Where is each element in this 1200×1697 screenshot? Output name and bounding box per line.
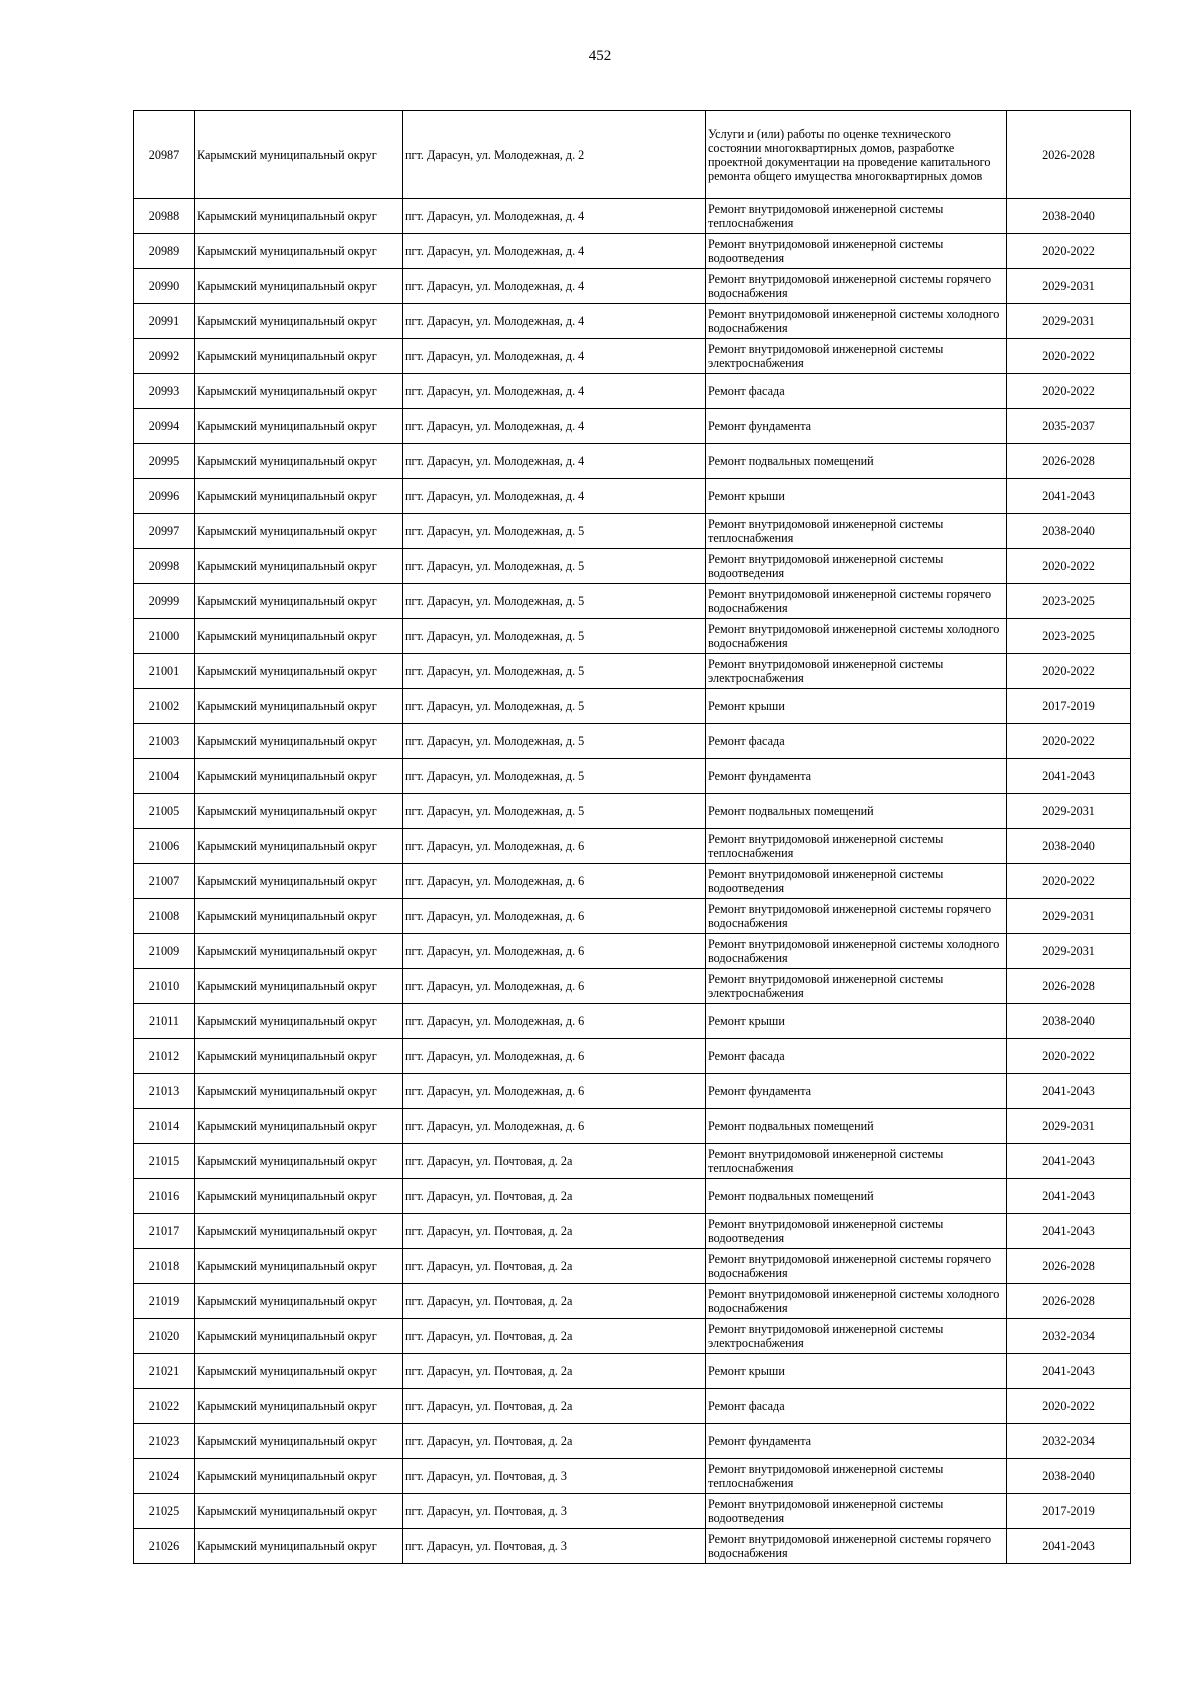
- address-cell: пгт. Дарасун, ул. Молодежная, д. 5: [403, 584, 706, 619]
- municipality-cell: Карымский муниципальный округ: [195, 1039, 403, 1074]
- period-cell: 2020-2022: [1007, 339, 1131, 374]
- address-cell: пгт. Дарасун, ул. Молодежная, д. 5: [403, 689, 706, 724]
- row-number-cell: 20998: [134, 549, 195, 584]
- municipality-cell: Карымский муниципальный округ: [195, 514, 403, 549]
- work-type-cell: Ремонт внутридомовой инженерной системы теплоснабжения: [706, 514, 1007, 549]
- table-row: [134, 409, 1131, 444]
- address-cell: пгт. Дарасун, ул. Молодежная, д. 5: [403, 654, 706, 689]
- period-cell: 2041-2043: [1007, 1354, 1131, 1389]
- address-cell: пгт. Дарасун, ул. Молодежная, д. 5: [403, 549, 706, 584]
- table-row: [134, 899, 1131, 934]
- table-row: [134, 689, 1131, 724]
- row-number-cell: 21011: [134, 1004, 195, 1039]
- table-row: [134, 934, 1131, 969]
- period-cell: 2020-2022: [1007, 1389, 1131, 1424]
- row-number-cell: 21024: [134, 1459, 195, 1494]
- period-cell: 2029-2031: [1007, 794, 1131, 829]
- municipality-cell: Карымский муниципальный округ: [195, 1214, 403, 1249]
- table-body: [134, 111, 1131, 1564]
- row-number-cell: 20988: [134, 199, 195, 234]
- address-cell: пгт. Дарасун, ул. Почтовая, д. 2а: [403, 1249, 706, 1284]
- table-row: [134, 549, 1131, 584]
- municipality-cell: Карымский муниципальный округ: [195, 584, 403, 619]
- row-number-cell: 21026: [134, 1529, 195, 1564]
- row-number-cell: 21021: [134, 1354, 195, 1389]
- period-cell: 2023-2025: [1007, 584, 1131, 619]
- table-row: [134, 794, 1131, 829]
- table-row: [134, 969, 1131, 1004]
- address-cell: пгт. Дарасун, ул. Почтовая, д. 3: [403, 1529, 706, 1564]
- row-number-cell: 20994: [134, 409, 195, 444]
- address-cell: пгт. Дарасун, ул. Почтовая, д. 2а: [403, 1389, 706, 1424]
- work-type-cell: Ремонт внутридомовой инженерной системы горячего водоснабжения: [706, 1249, 1007, 1284]
- row-number-cell: 21010: [134, 969, 195, 1004]
- municipality-cell: Карымский муниципальный округ: [195, 1319, 403, 1354]
- period-cell: 2026-2028: [1007, 1284, 1131, 1319]
- row-number-cell: 21023: [134, 1424, 195, 1459]
- period-cell: 2041-2043: [1007, 1074, 1131, 1109]
- work-type-cell: Ремонт подвальных помещений: [706, 794, 1007, 829]
- period-cell: 2029-2031: [1007, 899, 1131, 934]
- period-cell: 2017-2019: [1007, 1494, 1131, 1529]
- period-cell: 2041-2043: [1007, 479, 1131, 514]
- work-type-cell: Ремонт внутридомовой инженерной системы водоотведения: [706, 1214, 1007, 1249]
- municipality-cell: Карымский муниципальный округ: [195, 304, 403, 339]
- address-cell: пгт. Дарасун, ул. Молодежная, д. 4: [403, 374, 706, 409]
- municipality-cell: Карымский муниципальный округ: [195, 794, 403, 829]
- address-cell: пгт. Дарасун, ул. Почтовая, д. 3: [403, 1459, 706, 1494]
- work-type-cell: Ремонт внутридомовой инженерной системы водоотведения: [706, 864, 1007, 899]
- municipality-cell: Карымский муниципальный округ: [195, 1144, 403, 1179]
- address-cell: пгт. Дарасун, ул. Молодежная, д. 6: [403, 1039, 706, 1074]
- capital-repair-table: [133, 110, 1131, 1564]
- work-type-cell: Ремонт фундамента: [706, 759, 1007, 794]
- table-row: [134, 1284, 1131, 1319]
- period-cell: 2017-2019: [1007, 689, 1131, 724]
- address-cell: пгт. Дарасун, ул. Почтовая, д. 2а: [403, 1424, 706, 1459]
- period-cell: 2026-2028: [1007, 969, 1131, 1004]
- table-row: [134, 304, 1131, 339]
- municipality-cell: Карымский муниципальный округ: [195, 409, 403, 444]
- municipality-cell: Карымский муниципальный округ: [195, 199, 403, 234]
- municipality-cell: Карымский муниципальный округ: [195, 1494, 403, 1529]
- municipality-cell: Карымский муниципальный округ: [195, 1424, 403, 1459]
- period-cell: 2029-2031: [1007, 934, 1131, 969]
- address-cell: пгт. Дарасун, ул. Молодежная, д. 6: [403, 1109, 706, 1144]
- municipality-cell: Карымский муниципальный округ: [195, 1284, 403, 1319]
- period-cell: 2035-2037: [1007, 409, 1131, 444]
- municipality-cell: Карымский муниципальный округ: [195, 829, 403, 864]
- period-cell: 2038-2040: [1007, 829, 1131, 864]
- period-cell: 2026-2028: [1007, 111, 1131, 199]
- table-row: [134, 654, 1131, 689]
- work-type-cell: Ремонт подвальных помещений: [706, 444, 1007, 479]
- row-number-cell: 21020: [134, 1319, 195, 1354]
- row-number-cell: 21008: [134, 899, 195, 934]
- row-number-cell: 20989: [134, 234, 195, 269]
- work-type-cell: Ремонт крыши: [706, 1004, 1007, 1039]
- row-number-cell: 21019: [134, 1284, 195, 1319]
- table-row: [134, 1039, 1131, 1074]
- period-cell: 2032-2034: [1007, 1319, 1131, 1354]
- work-type-cell: Ремонт внутридомовой инженерной системы горячего водоснабжения: [706, 899, 1007, 934]
- work-type-cell: Ремонт фундамента: [706, 409, 1007, 444]
- work-type-cell: Ремонт внутридомовой инженерной системы холодного водоснабжения: [706, 619, 1007, 654]
- work-type-cell: Ремонт внутридомовой инженерной системы холодного водоснабжения: [706, 304, 1007, 339]
- work-type-cell: Ремонт внутридомовой инженерной системы электроснабжения: [706, 1319, 1007, 1354]
- period-cell: 2029-2031: [1007, 1109, 1131, 1144]
- table-row: [134, 1319, 1131, 1354]
- work-type-cell: Ремонт внутридомовой инженерной системы электроснабжения: [706, 339, 1007, 374]
- address-cell: пгт. Дарасун, ул. Молодежная, д. 2: [403, 111, 706, 199]
- address-cell: пгт. Дарасун, ул. Молодежная, д. 4: [403, 339, 706, 374]
- table-row: [134, 444, 1131, 479]
- work-type-cell: Ремонт подвальных помещений: [706, 1109, 1007, 1144]
- municipality-cell: Карымский муниципальный округ: [195, 1004, 403, 1039]
- period-cell: 2029-2031: [1007, 304, 1131, 339]
- row-number-cell: 21014: [134, 1109, 195, 1144]
- table-row: [134, 514, 1131, 549]
- row-number-cell: 21025: [134, 1494, 195, 1529]
- table-row: [134, 111, 1131, 199]
- period-cell: 2041-2043: [1007, 1179, 1131, 1214]
- work-type-cell: Ремонт фасада: [706, 1389, 1007, 1424]
- municipality-cell: Карымский муниципальный округ: [195, 654, 403, 689]
- table-row: [134, 1249, 1131, 1284]
- row-number-cell: 20990: [134, 269, 195, 304]
- address-cell: пгт. Дарасун, ул. Молодежная, д. 4: [403, 409, 706, 444]
- work-type-cell: Ремонт внутридомовой инженерной системы горячего водоснабжения: [706, 1529, 1007, 1564]
- table-row: [134, 619, 1131, 654]
- row-number-cell: 21015: [134, 1144, 195, 1179]
- table-row: [134, 1074, 1131, 1109]
- municipality-cell: Карымский муниципальный округ: [195, 619, 403, 654]
- address-cell: пгт. Дарасун, ул. Молодежная, д. 6: [403, 899, 706, 934]
- table-row: [134, 234, 1131, 269]
- address-cell: пгт. Дарасун, ул. Молодежная, д. 4: [403, 304, 706, 339]
- row-number-cell: 20993: [134, 374, 195, 409]
- period-cell: 2020-2022: [1007, 1039, 1131, 1074]
- table-row: [134, 1424, 1131, 1459]
- table-row: [134, 1004, 1131, 1039]
- row-number-cell: 20992: [134, 339, 195, 374]
- row-number-cell: 21007: [134, 864, 195, 899]
- period-cell: 2038-2040: [1007, 1459, 1131, 1494]
- work-type-cell: Ремонт внутридомовой инженерной системы горячего водоснабжения: [706, 584, 1007, 619]
- address-cell: пгт. Дарасун, ул. Почтовая, д. 2а: [403, 1179, 706, 1214]
- address-cell: пгт. Дарасун, ул. Молодежная, д. 5: [403, 794, 706, 829]
- municipality-cell: Карымский муниципальный округ: [195, 759, 403, 794]
- address-cell: пгт. Дарасун, ул. Молодежная, д. 4: [403, 269, 706, 304]
- municipality-cell: Карымский муниципальный округ: [195, 269, 403, 304]
- work-type-cell: Ремонт крыши: [706, 1354, 1007, 1389]
- municipality-cell: Карымский муниципальный округ: [195, 1179, 403, 1214]
- period-cell: 2026-2028: [1007, 444, 1131, 479]
- address-cell: пгт. Дарасун, ул. Почтовая, д. 2а: [403, 1284, 706, 1319]
- work-type-cell: Ремонт внутридомовой инженерной системы холодного водоснабжения: [706, 1284, 1007, 1319]
- municipality-cell: Карымский муниципальный округ: [195, 1529, 403, 1564]
- table-row: [134, 759, 1131, 794]
- table-row: [134, 1494, 1131, 1529]
- table-row: [134, 1109, 1131, 1144]
- table-row: [134, 1529, 1131, 1564]
- address-cell: пгт. Дарасун, ул. Молодежная, д. 6: [403, 1074, 706, 1109]
- table-row: [134, 1459, 1131, 1494]
- period-cell: 2020-2022: [1007, 374, 1131, 409]
- table-row: [134, 339, 1131, 374]
- work-type-cell: Ремонт фундамента: [706, 1424, 1007, 1459]
- row-number-cell: 21004: [134, 759, 195, 794]
- address-cell: пгт. Дарасун, ул. Почтовая, д. 2а: [403, 1214, 706, 1249]
- address-cell: пгт. Дарасун, ул. Молодежная, д. 6: [403, 829, 706, 864]
- address-cell: пгт. Дарасун, ул. Молодежная, д. 6: [403, 864, 706, 899]
- municipality-cell: Карымский муниципальный округ: [195, 1249, 403, 1284]
- table-row: [134, 1389, 1131, 1424]
- row-number-cell: 21000: [134, 619, 195, 654]
- period-cell: 2041-2043: [1007, 1529, 1131, 1564]
- table-row: [134, 1214, 1131, 1249]
- page-number: 452: [588, 48, 612, 64]
- period-cell: 2041-2043: [1007, 1214, 1131, 1249]
- address-cell: пгт. Дарасун, ул. Молодежная, д. 6: [403, 969, 706, 1004]
- row-number-cell: 20997: [134, 514, 195, 549]
- address-cell: пгт. Дарасун, ул. Почтовая, д. 2а: [403, 1354, 706, 1389]
- address-cell: пгт. Дарасун, ул. Молодежная, д. 6: [403, 1004, 706, 1039]
- table-row: [134, 724, 1131, 759]
- work-type-cell: Ремонт внутридомовой инженерной системы горячего водоснабжения: [706, 269, 1007, 304]
- period-cell: 2020-2022: [1007, 724, 1131, 759]
- work-type-cell: Ремонт фасада: [706, 724, 1007, 759]
- address-cell: пгт. Дарасун, ул. Молодежная, д. 5: [403, 724, 706, 759]
- row-number-cell: 21016: [134, 1179, 195, 1214]
- municipality-cell: Карымский муниципальный округ: [195, 1354, 403, 1389]
- address-cell: пгт. Дарасун, ул. Молодежная, д. 4: [403, 234, 706, 269]
- table-row: [134, 829, 1131, 864]
- municipality-cell: Карымский муниципальный округ: [195, 339, 403, 374]
- table-row: [134, 1354, 1131, 1389]
- work-type-cell: Ремонт внутридомовой инженерной системы теплоснабжения: [706, 199, 1007, 234]
- work-type-cell: Ремонт внутридомовой инженерной системы электроснабжения: [706, 654, 1007, 689]
- period-cell: 2038-2040: [1007, 199, 1131, 234]
- row-number-cell: 21009: [134, 934, 195, 969]
- table-row: [134, 269, 1131, 304]
- work-type-cell: Ремонт внутридомовой инженерной системы водоотведения: [706, 549, 1007, 584]
- row-number-cell: 20991: [134, 304, 195, 339]
- table-row: [134, 479, 1131, 514]
- municipality-cell: Карымский муниципальный округ: [195, 1459, 403, 1494]
- address-cell: пгт. Дарасун, ул. Почтовая, д. 3: [403, 1494, 706, 1529]
- work-type-cell: Ремонт подвальных помещений: [706, 1179, 1007, 1214]
- municipality-cell: Карымский муниципальный округ: [195, 444, 403, 479]
- table-row: [134, 1144, 1131, 1179]
- municipality-cell: Карымский муниципальный округ: [195, 724, 403, 759]
- municipality-cell: Карымский муниципальный округ: [195, 899, 403, 934]
- municipality-cell: Карымский муниципальный округ: [195, 689, 403, 724]
- row-number-cell: 21012: [134, 1039, 195, 1074]
- period-cell: 2020-2022: [1007, 234, 1131, 269]
- address-cell: пгт. Дарасун, ул. Молодежная, д. 5: [403, 514, 706, 549]
- work-type-cell: Услуги и (или) работы по оценке технического состоянии многоквартирных домов, разработке проектной документации на проведение капитального ремонта общего имущества многоквартирных домов: [706, 111, 1007, 199]
- municipality-cell: Карымский муниципальный округ: [195, 934, 403, 969]
- work-type-cell: Ремонт крыши: [706, 479, 1007, 514]
- work-type-cell: Ремонт фасада: [706, 1039, 1007, 1074]
- row-number-cell: 21022: [134, 1389, 195, 1424]
- work-type-cell: Ремонт внутридомовой инженерной системы теплоснабжения: [706, 1459, 1007, 1494]
- municipality-cell: Карымский муниципальный округ: [195, 234, 403, 269]
- address-cell: пгт. Дарасун, ул. Молодежная, д. 5: [403, 759, 706, 794]
- row-number-cell: 20999: [134, 584, 195, 619]
- table-row: [134, 374, 1131, 409]
- address-cell: пгт. Дарасун, ул. Молодежная, д. 4: [403, 199, 706, 234]
- address-cell: пгт. Дарасун, ул. Молодежная, д. 5: [403, 619, 706, 654]
- row-number-cell: 20995: [134, 444, 195, 479]
- period-cell: 2041-2043: [1007, 1144, 1131, 1179]
- table-row: [134, 1179, 1131, 1214]
- municipality-cell: Карымский муниципальный округ: [195, 864, 403, 899]
- table-row: [134, 199, 1131, 234]
- period-cell: 2020-2022: [1007, 864, 1131, 899]
- municipality-cell: Карымский муниципальный округ: [195, 111, 403, 199]
- period-cell: 2032-2034: [1007, 1424, 1131, 1459]
- row-number-cell: 21001: [134, 654, 195, 689]
- address-cell: пгт. Дарасун, ул. Молодежная, д. 4: [403, 444, 706, 479]
- row-number-cell: 21006: [134, 829, 195, 864]
- work-type-cell: Ремонт внутридомовой инженерной системы водоотведения: [706, 1494, 1007, 1529]
- work-type-cell: Ремонт внутридомовой инженерной системы холодного водоснабжения: [706, 934, 1007, 969]
- municipality-cell: Карымский муниципальный округ: [195, 549, 403, 584]
- period-cell: 2023-2025: [1007, 619, 1131, 654]
- municipality-cell: Карымский муниципальный округ: [195, 1109, 403, 1144]
- period-cell: 2041-2043: [1007, 759, 1131, 794]
- row-number-cell: 21018: [134, 1249, 195, 1284]
- period-cell: 2038-2040: [1007, 1004, 1131, 1039]
- address-cell: пгт. Дарасун, ул. Почтовая, д. 2а: [403, 1319, 706, 1354]
- period-cell: 2038-2040: [1007, 514, 1131, 549]
- row-number-cell: 21005: [134, 794, 195, 829]
- municipality-cell: Карымский муниципальный округ: [195, 479, 403, 514]
- period-cell: 2020-2022: [1007, 549, 1131, 584]
- row-number-cell: 21017: [134, 1214, 195, 1249]
- municipality-cell: Карымский муниципальный округ: [195, 1389, 403, 1424]
- work-type-cell: Ремонт внутридомовой инженерной системы теплоснабжения: [706, 829, 1007, 864]
- row-number-cell: 20987: [134, 111, 195, 199]
- municipality-cell: Карымский муниципальный округ: [195, 1074, 403, 1109]
- work-type-cell: Ремонт фасада: [706, 374, 1007, 409]
- address-cell: пгт. Дарасун, ул. Почтовая, д. 2а: [403, 1144, 706, 1179]
- row-number-cell: 20996: [134, 479, 195, 514]
- work-type-cell: Ремонт фундамента: [706, 1074, 1007, 1109]
- row-number-cell: 21013: [134, 1074, 195, 1109]
- work-type-cell: Ремонт крыши: [706, 689, 1007, 724]
- municipality-cell: Карымский муниципальный округ: [195, 374, 403, 409]
- work-type-cell: Ремонт внутридомовой инженерной системы водоотведения: [706, 234, 1007, 269]
- address-cell: пгт. Дарасун, ул. Молодежная, д. 6: [403, 934, 706, 969]
- table-row: [134, 584, 1131, 619]
- work-type-cell: Ремонт внутридомовой инженерной системы теплоснабжения: [706, 1144, 1007, 1179]
- row-number-cell: 21002: [134, 689, 195, 724]
- work-type-cell: Ремонт внутридомовой инженерной системы электроснабжения: [706, 969, 1007, 1004]
- address-cell: пгт. Дарасун, ул. Молодежная, д. 4: [403, 479, 706, 514]
- period-cell: 2020-2022: [1007, 654, 1131, 689]
- period-cell: 2026-2028: [1007, 1249, 1131, 1284]
- row-number-cell: 21003: [134, 724, 195, 759]
- period-cell: 2029-2031: [1007, 269, 1131, 304]
- municipality-cell: Карымский муниципальный округ: [195, 969, 403, 1004]
- table-row: [134, 864, 1131, 899]
